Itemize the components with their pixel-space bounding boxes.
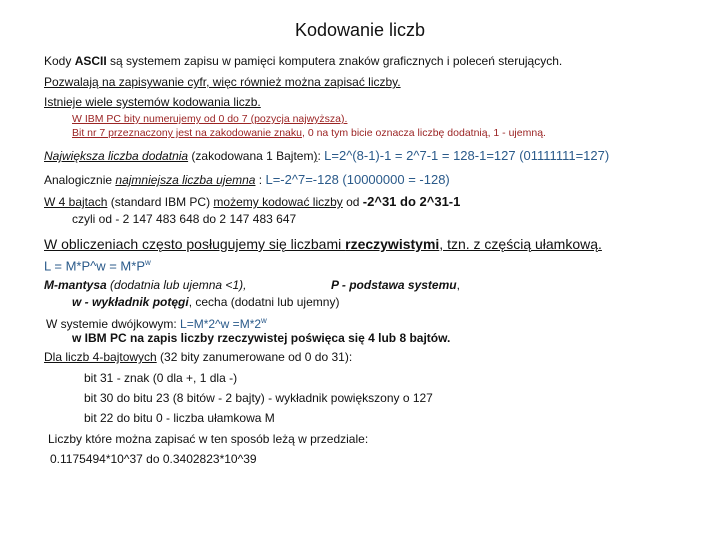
- ibm-bits-line: W IBM PC bity numerujemy od 0 do 7 (pozycja najwyższa).: [72, 113, 348, 125]
- intro-text: Kody: [44, 54, 75, 68]
- four-bytes-line: [44, 195, 460, 210]
- bit31-line: bit 31 - znak (0 dla +, 1 dla -): [84, 371, 238, 385]
- max-label: Największa liczba dodatnia: [44, 149, 189, 163]
- real-post: , tzn. z częścią ułamkową.: [439, 236, 602, 252]
- max-mid: (zakodowana 1 Bajtem: [188, 149, 314, 163]
- base-post: ,: [456, 278, 460, 292]
- real-formula-main: L = M*P^w = M*P: [44, 258, 145, 274]
- real-formula-sup: w: [145, 258, 151, 267]
- base-label: P - podstawa systemu: [331, 278, 457, 292]
- real-bold: rzeczywistymi: [345, 236, 440, 252]
- exponent-label: w - wykładnik potęgi: [72, 295, 189, 309]
- binary-pre: W systemie dwójkowym:: [46, 317, 181, 331]
- exponent-desc: , cecha (dodatni lub ujemny): [188, 295, 340, 309]
- real-formula: [44, 258, 151, 274]
- base-def: [331, 279, 460, 293]
- binary-sup: w: [261, 316, 267, 325]
- real-numbers-line: [44, 236, 602, 252]
- binary-line: [46, 316, 267, 332]
- max-formula: L=2^(8-1)-1 = 2^7-1 = 128-1=127 (01111111=127): [324, 148, 610, 163]
- page-title: Kodowanie liczb: [294, 20, 426, 40]
- max-close: ): [313, 149, 318, 163]
- fourbyte-label: Dla liczb 4-bajtowych: [44, 350, 157, 364]
- intro-line-1: [44, 55, 562, 69]
- mantissa-label: M-mantysa: [44, 278, 107, 292]
- bytes4-od: od: [342, 195, 363, 209]
- bit22-line: bit 22 do bitu 0 - liczba ułamkowa M: [84, 411, 275, 425]
- intro-text: są systemem zapisu w pamięci komputera znaków graficznych i poleceń sterujących.: [106, 54, 563, 68]
- ibm-text-underlined: zakodowanie znaku: [209, 127, 302, 139]
- intro-line-2: Pozwalają na zapisywanie cyfr, więc również można zapisać liczby.: [44, 75, 401, 89]
- intro-line-3: Istnieje wiele systemów kodowania liczb.: [44, 95, 261, 109]
- binary-formula: L=M*2^w =M*2: [180, 317, 262, 331]
- ibm-text: , 0 na tym bicie oznacza liczbę dodatnią, 1 - ujemną.: [301, 127, 546, 139]
- max-positive-line: [44, 149, 609, 164]
- bytes4-text: (standard IBM PC): [107, 195, 214, 209]
- max-colon: :: [317, 149, 325, 163]
- range-values: 0.1175494*10^37 do 0.3402823*10^39: [50, 452, 257, 466]
- bytes4-label2: możemy kodować liczby: [213, 195, 343, 209]
- ascii-term: ASCII: [74, 54, 107, 68]
- range-label: Liczby które można zapisać w ten sposób leżą w przedziale:: [48, 432, 369, 446]
- min-formula: L=-2^7=-128 (10000000 = -128): [265, 172, 450, 187]
- exponent-def: [72, 296, 339, 310]
- bit30-line: bit 30 do bitu 23 (8 bitów - 2 bajty) - wykładnik powiększony o 127: [84, 391, 433, 405]
- min-negative-line: [44, 173, 450, 188]
- min-label: najmniejsza liczba ujemna: [115, 173, 256, 187]
- min-pre: Analogicznie: [44, 173, 116, 187]
- four-bytes-sub: czyli od - 2 147 483 648 do 2 147 483 647: [72, 212, 297, 226]
- bytes4-label: W 4 bajtach: [44, 195, 108, 209]
- fourbyte-post: (32 bity zanumerowane od 0 do 31):: [156, 350, 353, 364]
- mantissa-desc: (dodatnia lub ujemna <1),: [106, 278, 247, 292]
- four-byte-numbers-line: [44, 351, 352, 365]
- ibm-real-line: w IBM PC na zapis liczby rzeczywistej poświęca się 4 lub 8 bajtów.: [72, 331, 451, 345]
- mantissa-def: [44, 279, 246, 293]
- min-mid: :: [255, 173, 266, 187]
- real-pre: W obliczeniach często posługujemy się liczbami: [44, 236, 346, 252]
- ibm-sign-bit-line: [72, 127, 546, 139]
- bytes4-range: -2^31 do 2^31-1: [362, 194, 461, 209]
- ibm-text: Bit nr 7 przeznaczony jest na: [72, 127, 210, 139]
